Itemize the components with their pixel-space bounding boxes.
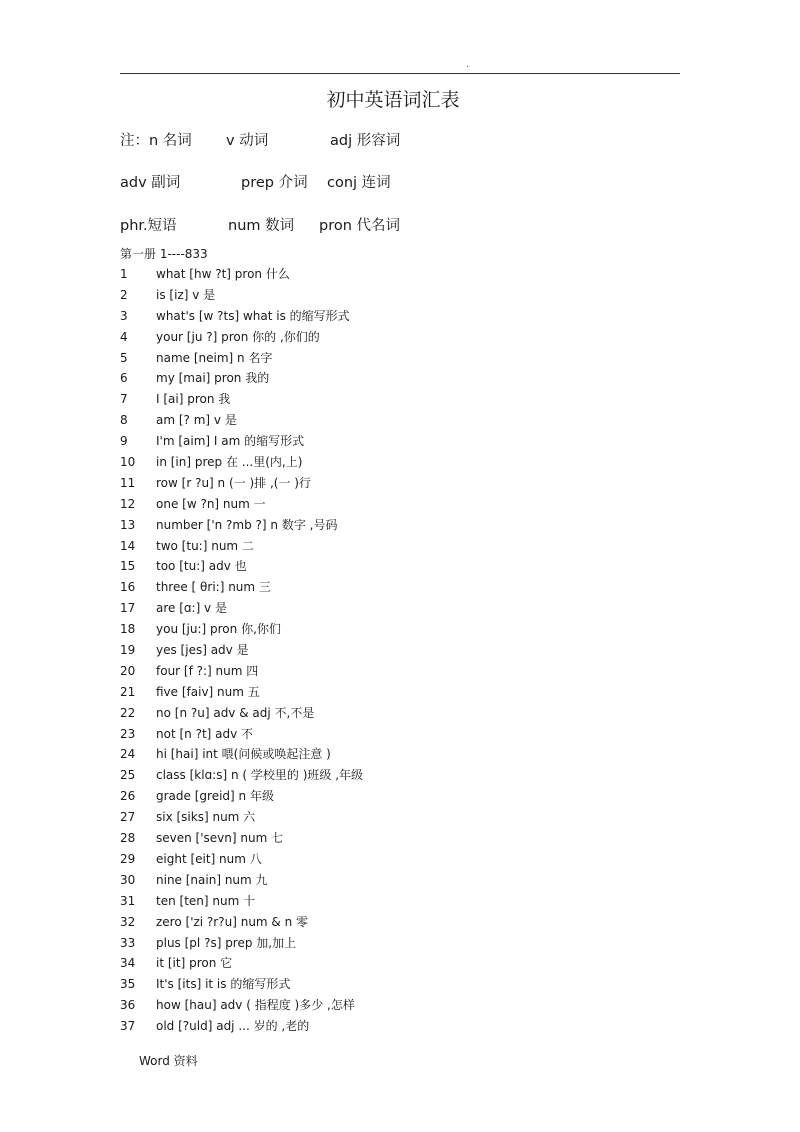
entry-text: six [siks] num 六 (156, 810, 256, 825)
entry-text: what [hw ?t] pron 什么 (156, 267, 290, 281)
entry-text: no [n ?u] adv & adj 不,不是 (156, 705, 315, 720)
entry-text: one [w ?n] num 一 (156, 496, 266, 511)
entry-number: 13 (120, 517, 136, 532)
entry-number: 17 (120, 601, 136, 616)
entry-number: 9 (120, 434, 128, 449)
entry-text: am [? m] v 是 (156, 413, 237, 428)
entry-text: It's [its] it is 的缩写形式 (156, 977, 291, 992)
entry-number: 5 (120, 350, 128, 365)
entry-text: are [ɑ:] v 是 (156, 601, 227, 616)
entry-text: it [it] pron 它 (156, 956, 233, 971)
entry-text: row [r ?u] n (一 )排 ,(一 )行 (156, 475, 311, 490)
entry-number: 23 (120, 726, 136, 741)
entry-text: I [ai] pron 我 (156, 392, 231, 407)
entry-number: 2 (120, 287, 128, 302)
entry-text: class [klɑ:s] n ( 学校里的 )班级 ,年级 (156, 768, 364, 783)
entry-number: 25 (120, 768, 136, 783)
header-rule (120, 73, 680, 74)
entry-number: 33 (120, 935, 136, 950)
entry-number: 11 (120, 475, 136, 490)
entry-text: yes [jes] adv 是 (156, 643, 249, 658)
entry-number: 7 (120, 392, 128, 407)
entry-number: 28 (120, 831, 136, 846)
entry-number: 24 (120, 747, 136, 762)
entry-text: four [f ?:] num 四 (156, 663, 259, 678)
page-title: 初中英语词汇表 (326, 89, 460, 111)
entry-number: 27 (120, 810, 136, 825)
entry-text: how [hau] adv ( 指程度 )多少 ,怎样 (156, 998, 355, 1013)
legend-verb: v 动词 (226, 133, 269, 149)
entry-number: 4 (120, 329, 128, 344)
entry-text: not [n ?t] adv 不 (156, 726, 254, 741)
entry-number: 32 (120, 914, 136, 929)
entry-text: in [in] prep 在 ...里(内,上) (156, 455, 303, 470)
entry-number: 19 (120, 643, 136, 658)
entry-text: your [ju ?] pron 你的 ,你们的 (156, 329, 320, 344)
entry-number: 37 (120, 1019, 136, 1034)
entry-number: 12 (120, 496, 136, 511)
entry-number: 35 (120, 977, 136, 992)
footer-label: Word 资料 (139, 1054, 198, 1068)
entry-text: hi [hai] int 喂(问候或唤起注意 ) (156, 747, 331, 762)
entry-number: 6 (120, 371, 128, 386)
entry-number: 3 (120, 308, 128, 323)
entry-number: 16 (120, 580, 136, 595)
legend-phrase: phr.短语 (120, 218, 177, 234)
entry-number: 20 (120, 663, 136, 678)
entry-number: 21 (120, 684, 136, 699)
entry-text: ten [ten] num 十 (156, 893, 256, 908)
entry-number: 10 (120, 455, 136, 470)
entry-text: my [mai] pron 我的 (156, 371, 270, 386)
legend-conjunction: conj 连词 (327, 175, 391, 191)
entry-number: 15 (120, 559, 136, 574)
entry-number: 22 (120, 705, 136, 720)
entry-text: seven ['sevn] num 七 (156, 831, 284, 846)
entry-text: two [tu:] num 二 (156, 538, 254, 553)
entry-text: three [ θri:] num 三 (156, 580, 271, 595)
entry-text: grade [greid] n 年级 (156, 789, 274, 804)
entry-text: nine [nain] num 九 (156, 872, 268, 887)
entry-text: eight [eit] num 八 (156, 851, 262, 866)
entry-text: number ['n ?mb ?] n 数字 ,号码 (156, 517, 338, 532)
entry-text: name [neim] n 名字 (156, 350, 273, 365)
entry-text: I'm [aim] I am 的缩写形式 (156, 434, 305, 449)
entry-number: 36 (120, 998, 136, 1013)
entry-text: old [?uld] adj ... 岁的 ,老的 (156, 1019, 310, 1034)
entry-text: five [faiv] num 五 (156, 684, 260, 699)
entry-number: 34 (120, 956, 136, 971)
legend-adjective: adj 形容词 (330, 133, 401, 149)
entry-number: 1 (120, 267, 128, 281)
entry-number: 29 (120, 851, 136, 866)
legend-noun: 注：n 名词 (120, 133, 192, 149)
legend-adverb: adv 副词 (120, 175, 181, 191)
entry-text: you [ju:] pron 你,你们 (156, 622, 281, 637)
entry-text: too [tu:] adv 也 (156, 559, 247, 574)
entry-number: 8 (120, 413, 128, 428)
entry-number: 30 (120, 872, 136, 887)
entry-number: 18 (120, 622, 136, 637)
legend-pronoun: pron 代名词 (319, 218, 401, 234)
entry-text: is [iz] v 是 (156, 287, 216, 302)
entry-text: what's [w ?ts] what is 的缩写形式 (156, 308, 350, 323)
legend-preposition: prep 介词 (241, 175, 308, 191)
entry-number: 26 (120, 789, 136, 804)
book-label: 第一册 1----833 (120, 247, 208, 261)
entry-number: 31 (120, 893, 136, 908)
entry-text: zero ['zi ?r?u] num & n 零 (156, 914, 309, 929)
entry-number: 14 (120, 538, 136, 553)
legend-numeral: num 数词 (228, 218, 295, 234)
header-mark: . (466, 60, 469, 70)
entry-text: plus [pl ?s] prep 加,加上 (156, 935, 297, 950)
